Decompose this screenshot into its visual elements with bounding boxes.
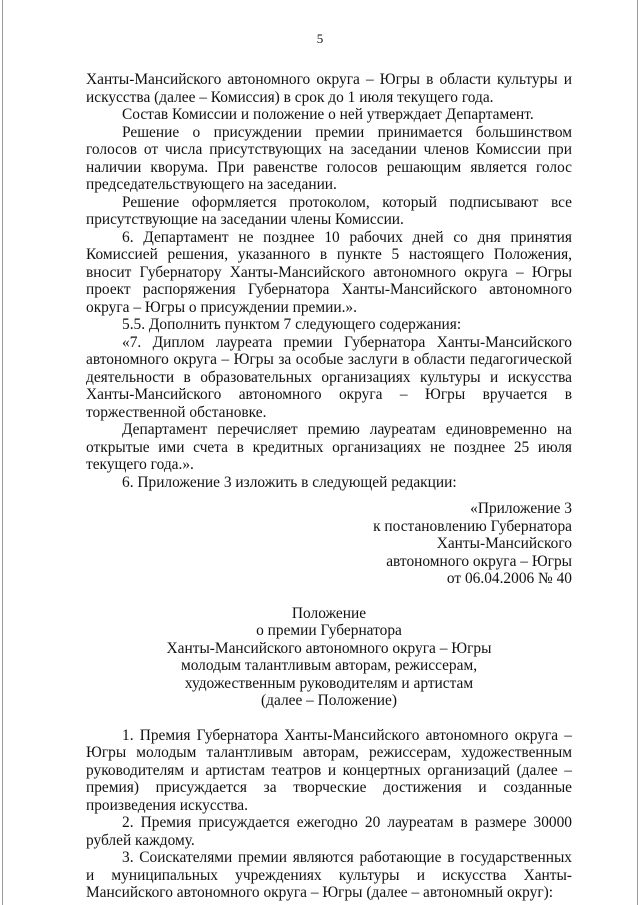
appendix-line: к постановлению Губернатора — [373, 517, 572, 535]
bottom-paragraphs — [86, 727, 572, 902]
title-line: художественным руководителям и артистам — [184, 674, 474, 692]
paragraph: 5.5. Дополнить пунктом 7 следующего содержания: — [122, 316, 462, 333]
paragraph: 2. Премия присуждается ежегодно 20 лауреатам в размере 30000 рублей каждому. — [86, 814, 572, 849]
appendix-line: «Приложение 3 — [470, 500, 572, 517]
paragraph: 1. Премия Губернатора Ханты-Мансийского автономного округа – Югры молодым талантливым авторам, режиссерам, художественным руководителям и артистам театров и концертных организаций (далее – премия) присуждается за творческие достижения и созданные произведения искусства. — [86, 726, 572, 814]
paragraph: Состав Комиссии и положение о ней утверждает Департамент. — [122, 106, 534, 123]
paragraph: 6. Департамент не позднее 10 рабочих дней со дня принятия Комиссией решения, указанного в пункте 5 настоящего Положения, вносит Губернатору Ханты-Мансийского автономного округа – Югры проект распоряжения Губернатора Ханты-Мансийского автономного округа – Югры о присуждении премии.». — [86, 228, 572, 316]
appendix-line: Ханты-Мансийского — [436, 535, 572, 552]
page-number: 5 — [316, 31, 324, 46]
paragraph: Департамент перечисляет премию лауреатам единовременно на открытые ими счета в кредитных организациях не позднее 25 июля текущего года.». — [86, 421, 572, 473]
title-line: Положение — [291, 604, 367, 622]
paragraph: Ханты-Мансийского автономного округа – Югры в области культуры и искусства (далее – Комиссия) в срок до 1 июля текущего года. — [86, 71, 572, 106]
top-paragraphs — [86, 71, 572, 491]
appendix-line: от 06.04.2006 № 40 — [446, 570, 572, 587]
title-line: молодым талантливым авторам, режиссерам, — [180, 657, 478, 674]
paragraph: 3. Соискателями премии являются работающие в государственных и муниципальных учреждениях культуры и искусства Ханты-Мансийского автономного округа – Югры (далее – автономный округ): — [86, 849, 572, 901]
regulation-title — [86, 605, 572, 710]
scan-edge-right — [637, 0, 638, 905]
title-line: (далее – Положение) — [261, 692, 397, 709]
paragraph: «7. Диплом лауреата премии Губернатора Ханты-Мансийского автономного округа – Югры за особые заслуги в области педагогической деятельности в образовательных организациях культуры и искусства Ханты-Мансийского автономного округа – Югры вручается в торжественной обстановке. — [86, 333, 572, 421]
paragraph: Решение оформляется протоколом, который подписывают все присутствующие на заседании члены Комиссии. — [86, 193, 572, 228]
paragraph: 6. Приложение 3 изложить в следующей редакции: — [122, 473, 457, 491]
document-body — [86, 71, 572, 902]
appendix-block — [86, 500, 572, 588]
scan-edge-left — [2, 0, 3, 905]
appendix-line: автономного округа – Югры — [386, 552, 572, 570]
title-line: о премии Губернатора — [256, 622, 402, 639]
paragraph: Решение о присуждении премии принимается большинством голосов от числа присутствующих на заседании членов Комиссии при наличии кворума. При равенстве голосов решающим является голос председательствующего на заседании. — [86, 123, 572, 193]
title-line: Ханты-Мансийского автономного округа – Югры — [166, 639, 492, 657]
